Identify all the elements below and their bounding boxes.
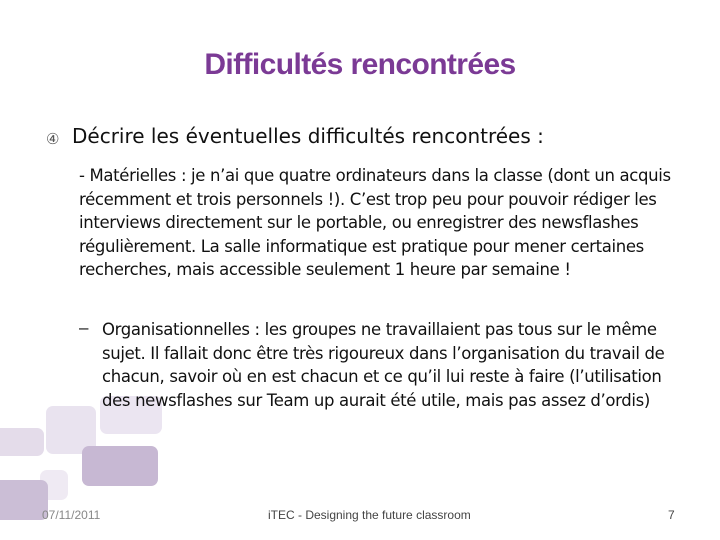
bullet-marker-icon: ④ xyxy=(46,131,60,148)
footer-date: 07/11/2011 xyxy=(42,508,101,522)
decorative-square xyxy=(0,480,48,520)
sub-item-materielles: - Matérielles : je n’ai que quatre ordinateurs dans la classe (dont un acquis récemment et trois personnels !). C’est trop peu pour pouvoir rédiger les interviews directement sur le portable, ou enregistrer des newsflashes régulièrement. La salle informatique est pratique pour mener certaines recherches, mais accessible seulement 1 heure par semaine ! xyxy=(79,166,671,279)
sub-item-dash: – xyxy=(79,318,89,337)
slide-title: Difficultés rencontrées xyxy=(204,48,516,81)
decorative-square xyxy=(82,446,158,486)
page-number: 7 xyxy=(668,508,675,522)
footer-title: iTEC - Designing the future classroom xyxy=(268,508,471,522)
bullet-heading: Décrire les éventuelles difficultés rencontrées : xyxy=(72,124,544,148)
decorative-square xyxy=(0,428,44,456)
sub-item-organisationnelles: Organisationnelles : les groupes ne travaillaient pas tous sur le même sujet. Il fallait donc être très rigoureux dans l’organisation du travail de chacun, savoir où en est chacun et ce qu’il lui reste à faire (l’utilisation des newsflashes sur Team up aurait été utile, mais pas assez d’ordis) xyxy=(102,320,665,410)
